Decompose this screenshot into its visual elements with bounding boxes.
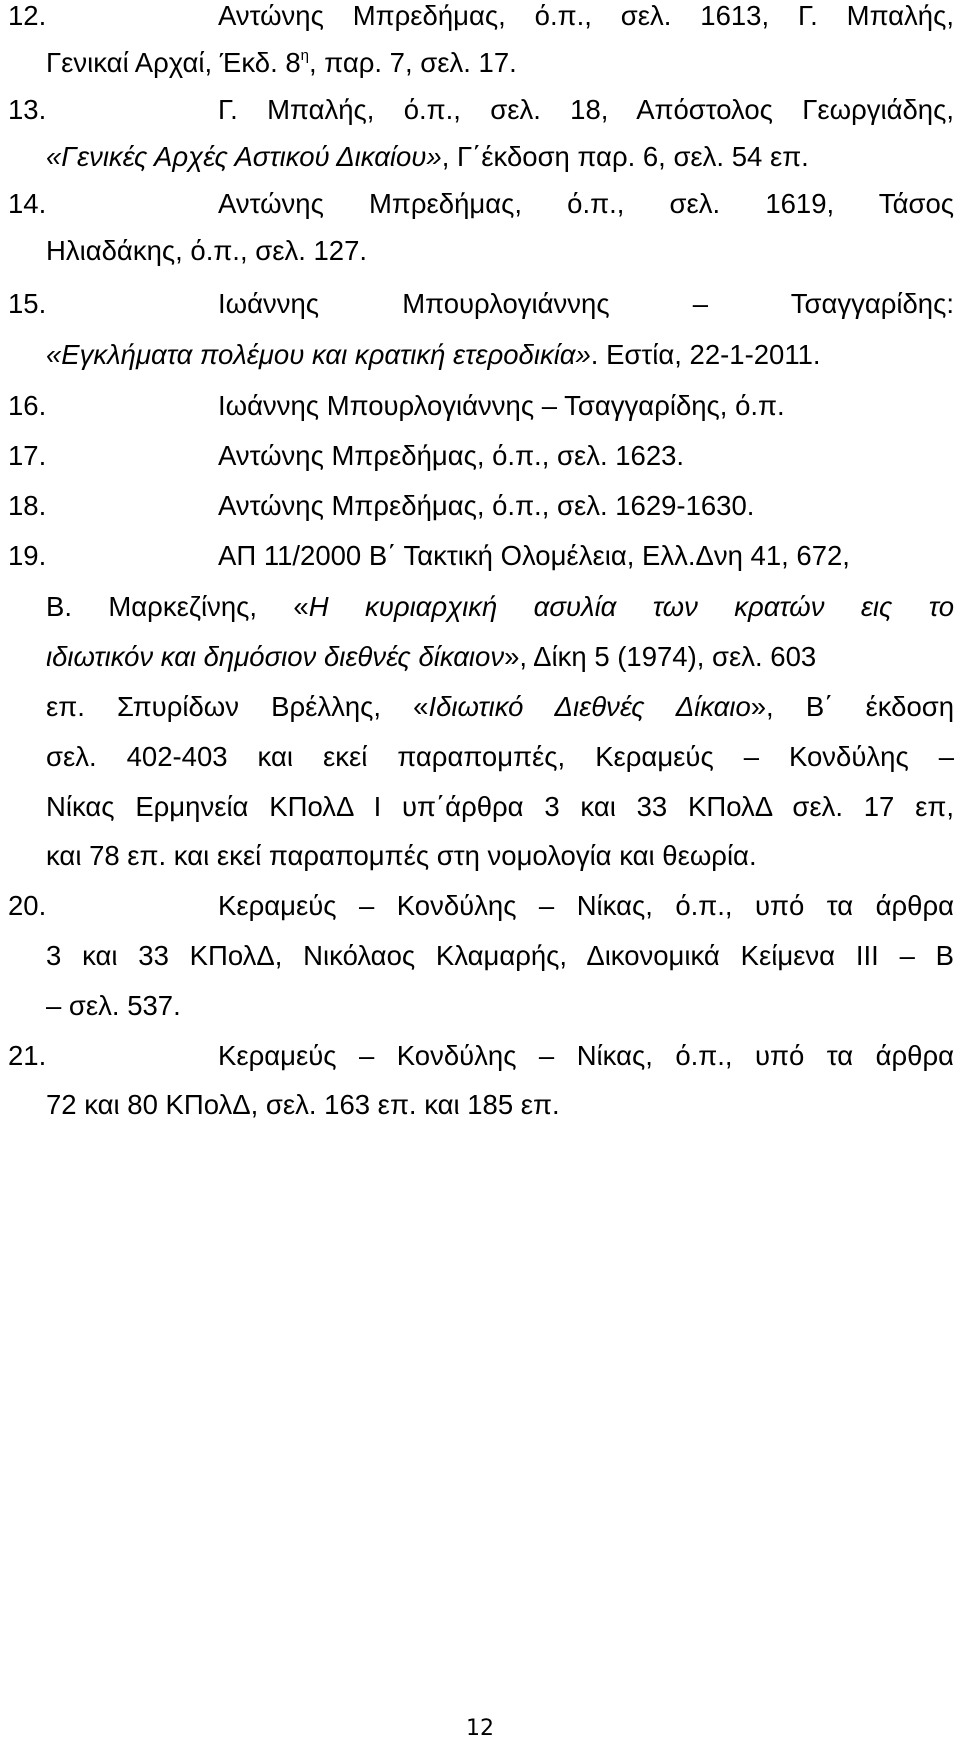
note-number: 14. [8, 188, 47, 219]
note-text: Γ. Μπαλής, ό.π., σελ. 18, Απόστολος Γεωργιάδης, [218, 94, 954, 125]
note-text: Αντώνης Μπρεδήμας, ό.π., σελ. 1619, Τάσος [218, 188, 954, 219]
note-number: 19. [8, 540, 47, 571]
note-text: 3 και 33 ΚΠολΔ, Νικόλαος Κλαμαρής, Δικονομικά Κείμενα ΙΙΙ – Β [46, 940, 954, 971]
note-number: 12. [8, 0, 47, 31]
note-text: , Γ΄έκδοση παρ. 6, σελ. 54 επ. [441, 141, 809, 172]
note-text: Ιωάννης Μπουρλογιάννης – Τσαγγαρίδης, ό.π. [218, 390, 785, 421]
note-text: . Εστία, 22-1-2011. [590, 339, 821, 370]
note-text: Αντώνης Μπρεδήμας, ό.π., σελ. 1623. [218, 440, 685, 471]
note-12-line-2 [46, 43, 954, 83]
note-text: Αντώνης Μπρεδήμας, ό.π., σελ. 1613, Γ. Μπαλής, [218, 0, 954, 31]
note-text: Κεραμεύς – Κονδύλης – Νίκας, ό.π., υπό τα άρθρα [218, 1040, 954, 1071]
page-number: 12 [466, 1716, 494, 1741]
note-number: 20. [8, 890, 47, 921]
note-19-line-3 [46, 637, 954, 677]
note-19-line-6 [46, 787, 954, 827]
italic-title: ιδιωτικόν και δημόσιον διεθνές δίκαιον [46, 641, 505, 672]
note-text: ΑΠ 11/2000 Β΄ Τακτική Ολομέλεια, Ελλ.Δνη 41, 672, [218, 540, 850, 571]
note-text: Αντώνης Μπρεδήμας, ό.π., σελ. 1629-1630. [218, 490, 755, 521]
note-text: Ιωάννης Μπουρλογιάννης – Τσαγγαρίδης: [218, 288, 954, 319]
note-21-line-2 [46, 1085, 954, 1125]
note-20-line-2 [46, 936, 954, 976]
note-text: », Δίκη 5 (1974), σελ. 603 [504, 641, 817, 672]
note-text: Ηλιαδάκης, ό.π., σελ. 127. [46, 235, 368, 266]
italic-title: Η κυριαρχική ασυλία των κρατών εις το [308, 591, 954, 622]
note-19-line-7 [46, 836, 954, 876]
note-number: 15. [8, 288, 47, 319]
note-text: Νίκας Ερμηνεία ΚΠολΔ Ι υπ΄άρθρα 3 και 33 ΚΠολΔ σελ. 17 επ, [46, 791, 954, 822]
note-text: και 78 επ. και εκεί παραπομπές στη νομολογία και θεωρία. [46, 840, 757, 871]
italic-title: Ιδιωτικό Διεθνές Δίκαιο [428, 691, 751, 722]
note-text: – σελ. 537. [46, 990, 181, 1021]
note-19-line-5 [46, 737, 954, 777]
note-20-line-3 [46, 986, 954, 1026]
note-number: 18. [8, 490, 47, 521]
note-text: Γενικαί Αρχαί, Έκδ. 8 [46, 47, 301, 78]
italic-title: «Γενικές Αρχές Αστικού Δικαίου» [46, 141, 442, 172]
note-number: 13. [8, 94, 47, 125]
note-number: 21. [8, 1040, 47, 1071]
note-text: επ. Σπυρίδων Βρέλλης, « [46, 691, 429, 722]
note-19-line-4 [46, 687, 954, 727]
note-13-line-2 [46, 137, 954, 177]
note-text: 72 και 80 ΚΠολΔ, σελ. 163 επ. και 185 επ. [46, 1089, 560, 1120]
note-text: Κεραμεύς – Κονδύλης – Νίκας, ό.π., υπό τα άρθρα [218, 890, 954, 921]
note-text: σελ. 402-403 και εκεί παραπομπές, Κεραμεύς – Κονδύλης – [46, 741, 954, 772]
italic-title: «Εγκλήματα πολέμου και κρατική ετεροδικία» [46, 339, 591, 370]
note-text: , παρ. 7, σελ. 17. [309, 47, 517, 78]
note-14-line-2 [46, 231, 954, 271]
note-number: 17. [8, 440, 47, 471]
note-text: », Β΄ έκδοση [750, 691, 955, 722]
note-15-line-2 [46, 335, 954, 375]
note-text: Β. Μαρκεζίνης, « [46, 591, 309, 622]
note-number: 16. [8, 390, 47, 421]
note-19-line-2 [46, 587, 954, 627]
superscript: η [300, 47, 309, 64]
